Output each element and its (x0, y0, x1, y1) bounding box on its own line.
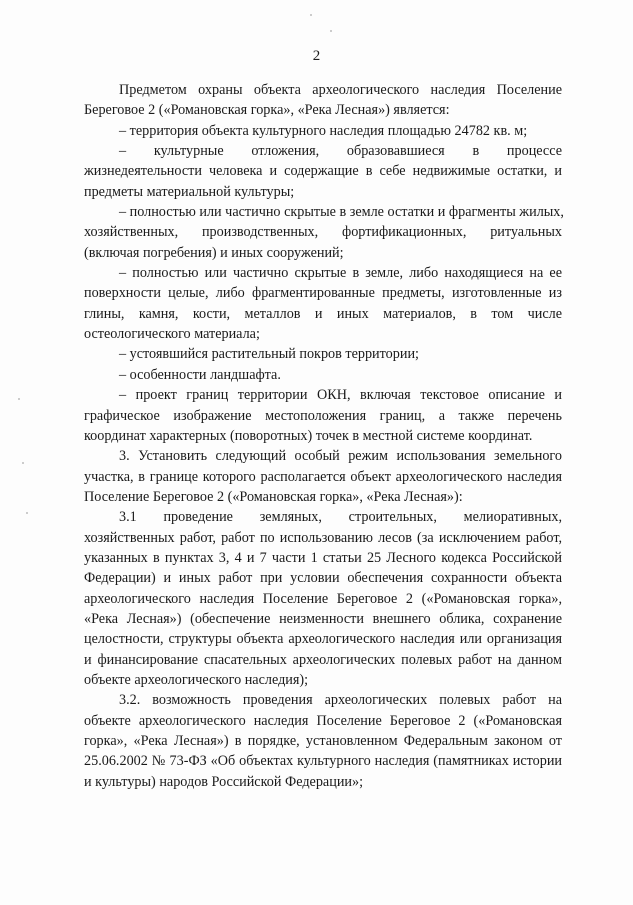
text-line: координат характерных (поворотных) точек в местной системе координат. (84, 427, 533, 444)
paragraph-subject (84, 80, 562, 121)
paragraph-item-layers (84, 141, 562, 202)
text-line: поверхности целые, либо фрагментированные предметы, изготовленные из (84, 285, 562, 302)
paragraph-item-objects (84, 263, 562, 344)
paragraph-item-vegetation (84, 344, 562, 364)
paragraph-item-landscape (84, 365, 562, 385)
scan-speck (330, 30, 332, 32)
text-line: 3. Установить следующий особый режим использования земельного (119, 448, 562, 465)
text-line: горка», «Река Лесная») в порядке, установленном Федеральным законом от (84, 733, 562, 749)
text-line: – территория объекта культурного наследия площадью 24782 кв. м; (119, 122, 528, 139)
text-line: и культуры) народов Российской Федерации»; (84, 773, 364, 790)
text-line: «Река Лесная») (обеспечение неизменности внешнего облика, сохранение (84, 610, 562, 627)
page-number: 2 (312, 48, 321, 64)
text-line: хозяйственных работ, работ по использованию лесов (за исключением работ, (84, 529, 562, 546)
text-line: Предметом охраны объекта археологического наследия Поселение (119, 82, 562, 98)
text-line: хозяйственных, производственных, фортификационных, ритуальных (84, 224, 562, 241)
text-line: 3.2. возможность проведения археологических полевых работ на (119, 692, 562, 709)
text-line: объекте археологического наследия); (84, 671, 309, 688)
text-line: археологического наследия Поселение Береговое 2 («Романовская горка», (84, 590, 562, 607)
scan-speck (18, 398, 20, 400)
paragraph-item-territory (84, 121, 562, 141)
text-line: Береговое 2 («Романовская горка», «Река Лесная») является: (84, 102, 450, 119)
text-line: – проект границ территории ОКН, включая текстовое описание и (119, 387, 562, 404)
text-line: Поселение Береговое 2 («Романовская горка», «Река Лесная»): (84, 488, 463, 505)
text-line: – полностью или частично скрытые в земле остатки и фрагменты жилых, (119, 204, 564, 221)
paragraph-section-3-1 (84, 507, 562, 690)
text-line: и финансирование спасательных археологических полевых работ на данном (84, 651, 562, 668)
text-line: – культурные отложения, образовавшиеся в процессе (119, 143, 562, 160)
paragraph-item-project (84, 385, 562, 446)
scan-speck (26, 512, 28, 514)
text-line: – особенности ландшафта. (119, 366, 281, 383)
paragraph-section-3-2 (84, 690, 562, 792)
document-body (84, 80, 562, 792)
text-line: участка, в границе которого располагается объект археологического наследия (84, 468, 562, 485)
text-line: жизнедеятельности человека и содержащие в себе недвижимые остатки, и (84, 163, 562, 180)
scan-speck (310, 14, 312, 16)
text-line: 25.06.2002 № 73-ФЗ «Об объектах культурного наследия (памятниках истории (84, 753, 562, 770)
scan-speck (22, 462, 24, 464)
text-line: остеологического материала; (84, 326, 260, 343)
paragraph-item-remains (84, 202, 562, 263)
text-line: Федерации) и иных работ при условии обеспечения сохранности объекта (84, 570, 562, 587)
text-line: – полностью или частично скрытые в земле, либо находящиеся на ее (119, 265, 562, 282)
text-line: 3.1 проведение земляных, строительных, мелиоративных, (119, 509, 562, 526)
text-line: глины, камня, кости, металлов и иных материалов, в том числе (84, 305, 562, 322)
text-line: объекте археологического наследия Поселение Береговое 2 («Романовская (84, 712, 562, 729)
text-line: целостности, структуры объекта археологического наследия или организация (84, 631, 562, 648)
text-line: графическое изображение местоположения границ, а также перечень (84, 407, 562, 424)
text-line: (включая погребения) и иных сооружений; (84, 244, 344, 261)
text-line: – устоявшийся растительный покров территории; (119, 346, 419, 363)
text-line: предметы материальной культуры; (84, 183, 295, 200)
text-line: указанных в пунктах 3, 4 и 7 части 1 статьи 25 Лесного кодекса Российской (84, 549, 562, 566)
paragraph-section-3 (84, 446, 562, 507)
